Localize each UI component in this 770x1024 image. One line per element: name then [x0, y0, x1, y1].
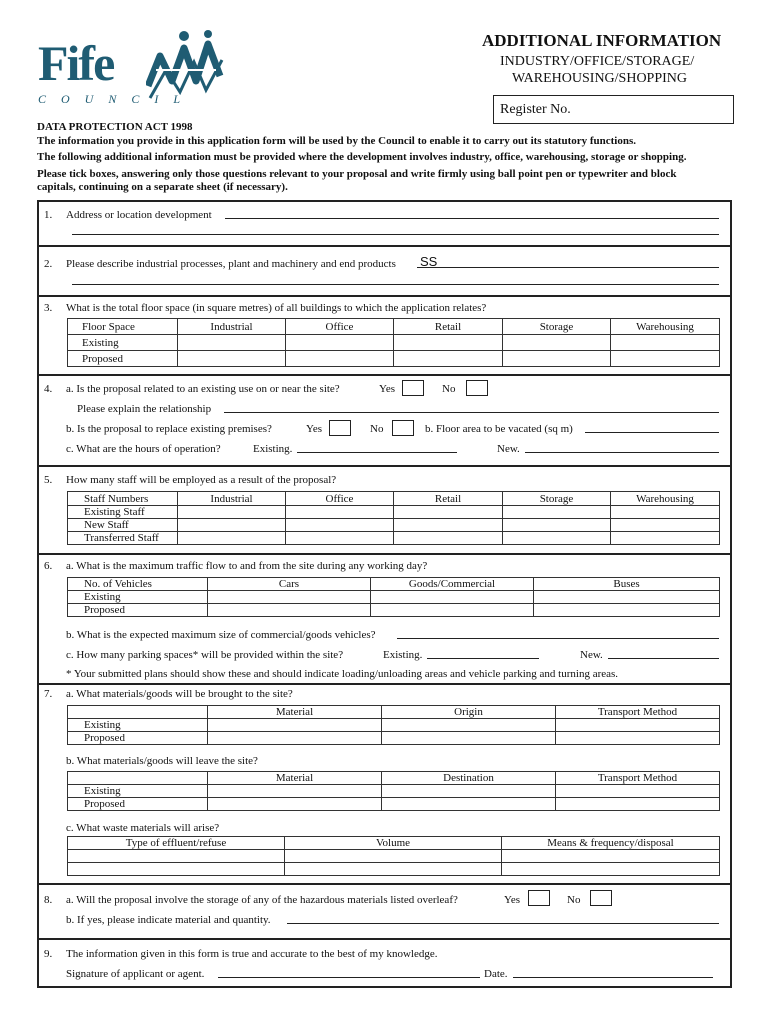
q6b-label: b. What is the expected maximum size of commercial/goods vehicles? [66, 629, 376, 641]
q8-number: 8. [44, 894, 53, 906]
table-cell[interactable] [208, 604, 371, 617]
table-cell[interactable] [371, 604, 534, 617]
register-no-box[interactable] [493, 95, 734, 124]
q8-yes-label: Yes [504, 894, 521, 906]
table-cell[interactable] [286, 335, 394, 351]
q7a-materials-in-table [67, 705, 720, 745]
q4-floor-area-field[interactable] [585, 432, 719, 433]
table-cell[interactable] [556, 719, 720, 732]
q7b-header: Transport Method [556, 772, 720, 785]
q4-floor-area-label: b. Floor area to be vacated (sq m) [425, 423, 573, 435]
q6c-new-field[interactable] [608, 658, 719, 659]
q7a-label: a. What materials/goods will be brought to the site? [66, 688, 293, 700]
q7b-header [68, 772, 208, 785]
q1-number: 1. [44, 209, 53, 221]
table-cell[interactable] [503, 506, 611, 519]
q2-processes-field-1[interactable] [417, 267, 719, 268]
q5-row-label: Transferred Staff [68, 532, 178, 545]
q3-label: What is the total floor space (in square metres) of all buildings to which the application relates? [66, 302, 487, 314]
q7b-row-label: Proposed [68, 798, 208, 811]
q5-staff-table [67, 491, 720, 545]
q5-row-label: New Staff [68, 519, 178, 532]
table-cell[interactable] [286, 532, 394, 545]
q5-header: Staff Numbers [68, 492, 178, 506]
table-cell[interactable] [394, 351, 503, 367]
table-cell[interactable] [502, 850, 720, 863]
q6-header: Buses [534, 578, 720, 591]
q8-no-label: No [567, 894, 581, 906]
q6a-label: a. What is the maximum traffic flow to and from the site during any working day? [66, 560, 428, 572]
q5-header: Industrial [178, 492, 286, 506]
q3-row-label: Existing [68, 335, 178, 351]
table-cell[interactable] [382, 785, 556, 798]
table-cell[interactable] [611, 351, 720, 367]
separator-8 [37, 883, 732, 885]
form-subtitle-line2: WAREHOUSING/SHOPPING [512, 71, 688, 86]
q5-row-label: Existing Staff [68, 506, 178, 519]
q6c-existing-field[interactable] [427, 658, 539, 659]
table-cell[interactable] [394, 532, 503, 545]
table-cell[interactable] [178, 532, 286, 545]
q7-number: 7. [44, 688, 53, 700]
q7b-materials-out-table [67, 771, 720, 811]
q6-header: Goods/Commercial [371, 578, 534, 591]
fife-council-logo [36, 26, 226, 108]
table-cell[interactable] [534, 604, 720, 617]
separator-9 [37, 938, 732, 940]
q6b-field[interactable] [397, 638, 719, 639]
q9-signature-field[interactable] [218, 977, 480, 978]
q7a-header: Transport Method [556, 706, 720, 719]
table-cell[interactable] [394, 519, 503, 532]
q6-header: Cars [208, 578, 371, 591]
table-cell[interactable] [208, 785, 382, 798]
q2-number: 2. [44, 258, 53, 270]
q2-label: Please describe industrial processes, plant and machinery and end products [66, 258, 396, 270]
table-cell[interactable] [556, 785, 720, 798]
register-no-label: Register No. [500, 102, 571, 117]
table-cell[interactable] [394, 506, 503, 519]
q6c-label: c. How many parking spaces* will be provided within the site? [66, 649, 344, 661]
q3-header: Storage [503, 319, 611, 335]
data-protection-heading: DATA PROTECTION ACT 1998 [37, 121, 193, 133]
q2-answer: SS [420, 254, 438, 269]
table-cell[interactable] [503, 519, 611, 532]
q1-label: Address or location development [66, 209, 212, 221]
q6-row-label: Proposed [68, 604, 208, 617]
table-cell[interactable] [286, 519, 394, 532]
q3-header: Warehousing [611, 319, 720, 335]
table-cell[interactable] [178, 335, 286, 351]
q6-vehicle-table [67, 577, 720, 617]
q7a-row-label: Existing [68, 719, 208, 732]
form-title: ADDITIONAL INFORMATION [482, 31, 722, 50]
intro-paragraph-2: The following additional information must be provided where the development involves industry, office, warehousing, storage or shopping. [37, 151, 687, 163]
q9-signature-label: Signature of applicant or agent. [66, 968, 205, 980]
q7b-header: Destination [382, 772, 556, 785]
q7c-header: Volume [285, 837, 502, 850]
q2-processes-field-2[interactable] [72, 284, 719, 285]
q8-no-checkbox[interactable] [590, 890, 612, 906]
intro-paragraph-1: The information you provide in this application form will be used by the Council to enable it to carry out its statutory functions. [37, 135, 637, 147]
q4-explain-label: Please explain the relationship [77, 403, 212, 415]
table-cell[interactable] [503, 351, 611, 367]
q4b-no-checkbox[interactable] [392, 420, 414, 436]
intro-paragraph-3a: Please tick boxes, answering only those questions relevant to your proposal and write firmly using ball point pen or typewriter and block [37, 168, 677, 180]
table-cell[interactable] [394, 335, 503, 351]
q5-header: Storage [503, 492, 611, 506]
q4b-yes-label: Yes [306, 423, 323, 435]
logo-wordmark: Fife [38, 35, 114, 91]
q4a-label: a. Is the proposal related to an existing use on or near the site? [66, 383, 340, 395]
form-subtitle-line1: INDUSTRY/OFFICE/STORAGE/ [500, 54, 695, 69]
q4a-yes-checkbox[interactable] [402, 380, 424, 396]
q4a-no-label: No [442, 383, 456, 395]
q4-number: 4. [44, 383, 53, 395]
table-cell[interactable] [611, 519, 720, 532]
q4-explain-field[interactable] [224, 412, 719, 413]
separator-3 [37, 295, 732, 297]
q6-header: No. of Vehicles [68, 578, 208, 591]
q7a-header [68, 706, 208, 719]
separator-6 [37, 553, 732, 555]
q3-header: Industrial [178, 319, 286, 335]
table-cell[interactable] [208, 798, 382, 811]
q9-date-label: Date. [484, 968, 508, 980]
table-cell[interactable] [208, 732, 382, 745]
q3-row-label: Proposed [68, 351, 178, 367]
q7c-waste-table [67, 836, 720, 876]
q6-row-label: Existing [68, 591, 208, 604]
table-cell[interactable] [178, 519, 286, 532]
table-cell[interactable] [556, 798, 720, 811]
table-cell[interactable] [534, 591, 720, 604]
q4b-yes-checkbox[interactable] [329, 420, 351, 436]
q7b-label: b. What materials/goods will leave the site? [66, 755, 258, 767]
q3-header: Office [286, 319, 394, 335]
table-cell[interactable] [611, 532, 720, 545]
table-cell[interactable] [556, 732, 720, 745]
table-cell[interactable] [178, 351, 286, 367]
q7a-row-label: Proposed [68, 732, 208, 745]
table-cell[interactable] [611, 335, 720, 351]
table-cell[interactable] [286, 351, 394, 367]
q7c-header: Means & frequency/disposal [502, 837, 720, 850]
table-cell[interactable] [611, 506, 720, 519]
q7a-header: Material [208, 706, 382, 719]
q7c-header: Type of effluent/refuse [68, 837, 285, 850]
q5-header: Retail [394, 492, 503, 506]
q3-number: 3. [44, 302, 53, 314]
separator-2 [37, 245, 732, 247]
intro-paragraph-3b: capitals, continuing on a separate sheet (if necessary). [37, 181, 288, 193]
table-cell[interactable] [371, 591, 534, 604]
q3-floor-space-table [67, 318, 720, 367]
table-cell[interactable] [68, 863, 285, 876]
q1-address-field-1[interactable] [225, 218, 719, 219]
table-cell[interactable] [382, 798, 556, 811]
q6c-existing-label: Existing. [383, 649, 423, 661]
table-cell[interactable] [178, 506, 286, 519]
table-cell[interactable] [208, 719, 382, 732]
table-cell[interactable] [285, 850, 502, 863]
q9-date-field[interactable] [513, 977, 713, 978]
q1-address-field-2[interactable] [72, 234, 719, 235]
q7b-row-label: Existing [68, 785, 208, 798]
q8b-label: b. If yes, please indicate material and quantity. [66, 914, 271, 926]
q4a-no-checkbox[interactable] [466, 380, 488, 396]
q3-header: Floor Space [68, 319, 178, 335]
q4c-existing-field[interactable] [297, 452, 457, 453]
q4c-existing-label: Existing. [253, 443, 293, 455]
table-cell[interactable] [503, 335, 611, 351]
q7c-label: c. What waste materials will arise? [66, 822, 220, 834]
q3-header: Retail [394, 319, 503, 335]
q5-header: Office [286, 492, 394, 506]
q4b-no-label: No [370, 423, 384, 435]
q4c-new-field[interactable] [525, 452, 719, 453]
q5-header: Warehousing [611, 492, 720, 506]
q5-number: 5. [44, 474, 53, 486]
logo-council-text: COUNCIL [38, 92, 196, 106]
q8-yes-checkbox[interactable] [528, 890, 550, 906]
separator-4 [37, 374, 732, 376]
q5-label: How many staff will be employed as a result of the proposal? [66, 474, 337, 486]
q7a-header: Origin [382, 706, 556, 719]
table-cell[interactable] [503, 532, 611, 545]
q8a-label: a. Will the proposal involve the storage of any of the hazardous materials listed overleaf? [66, 894, 458, 906]
q4c-new-label: New. [497, 443, 520, 455]
q9-number: 9. [44, 948, 53, 960]
q6c-new-label: New. [580, 649, 603, 661]
q4c-label: c. What are the hours of operation? [66, 443, 221, 455]
table-cell[interactable] [286, 506, 394, 519]
table-cell[interactable] [68, 850, 285, 863]
table-cell[interactable] [382, 732, 556, 745]
q4b-label: b. Is the proposal to replace existing premises? [66, 423, 272, 435]
q6-parking-note: * Your submitted plans should show these and should indicate loading/unloading areas and vehicle parking and turning areas. [66, 668, 619, 680]
table-cell[interactable] [382, 719, 556, 732]
table-cell[interactable] [502, 863, 720, 876]
q8b-field[interactable] [287, 923, 719, 924]
q6-number: 6. [44, 560, 53, 572]
separator-5 [37, 465, 732, 467]
table-cell[interactable] [208, 591, 371, 604]
q7b-header: Material [208, 772, 382, 785]
separator-7 [37, 683, 732, 685]
q9-declaration: The information given in this form is true and accurate to the best of my knowledge. [66, 948, 438, 960]
table-cell[interactable] [285, 863, 502, 876]
q4a-yes-label: Yes [379, 383, 396, 395]
